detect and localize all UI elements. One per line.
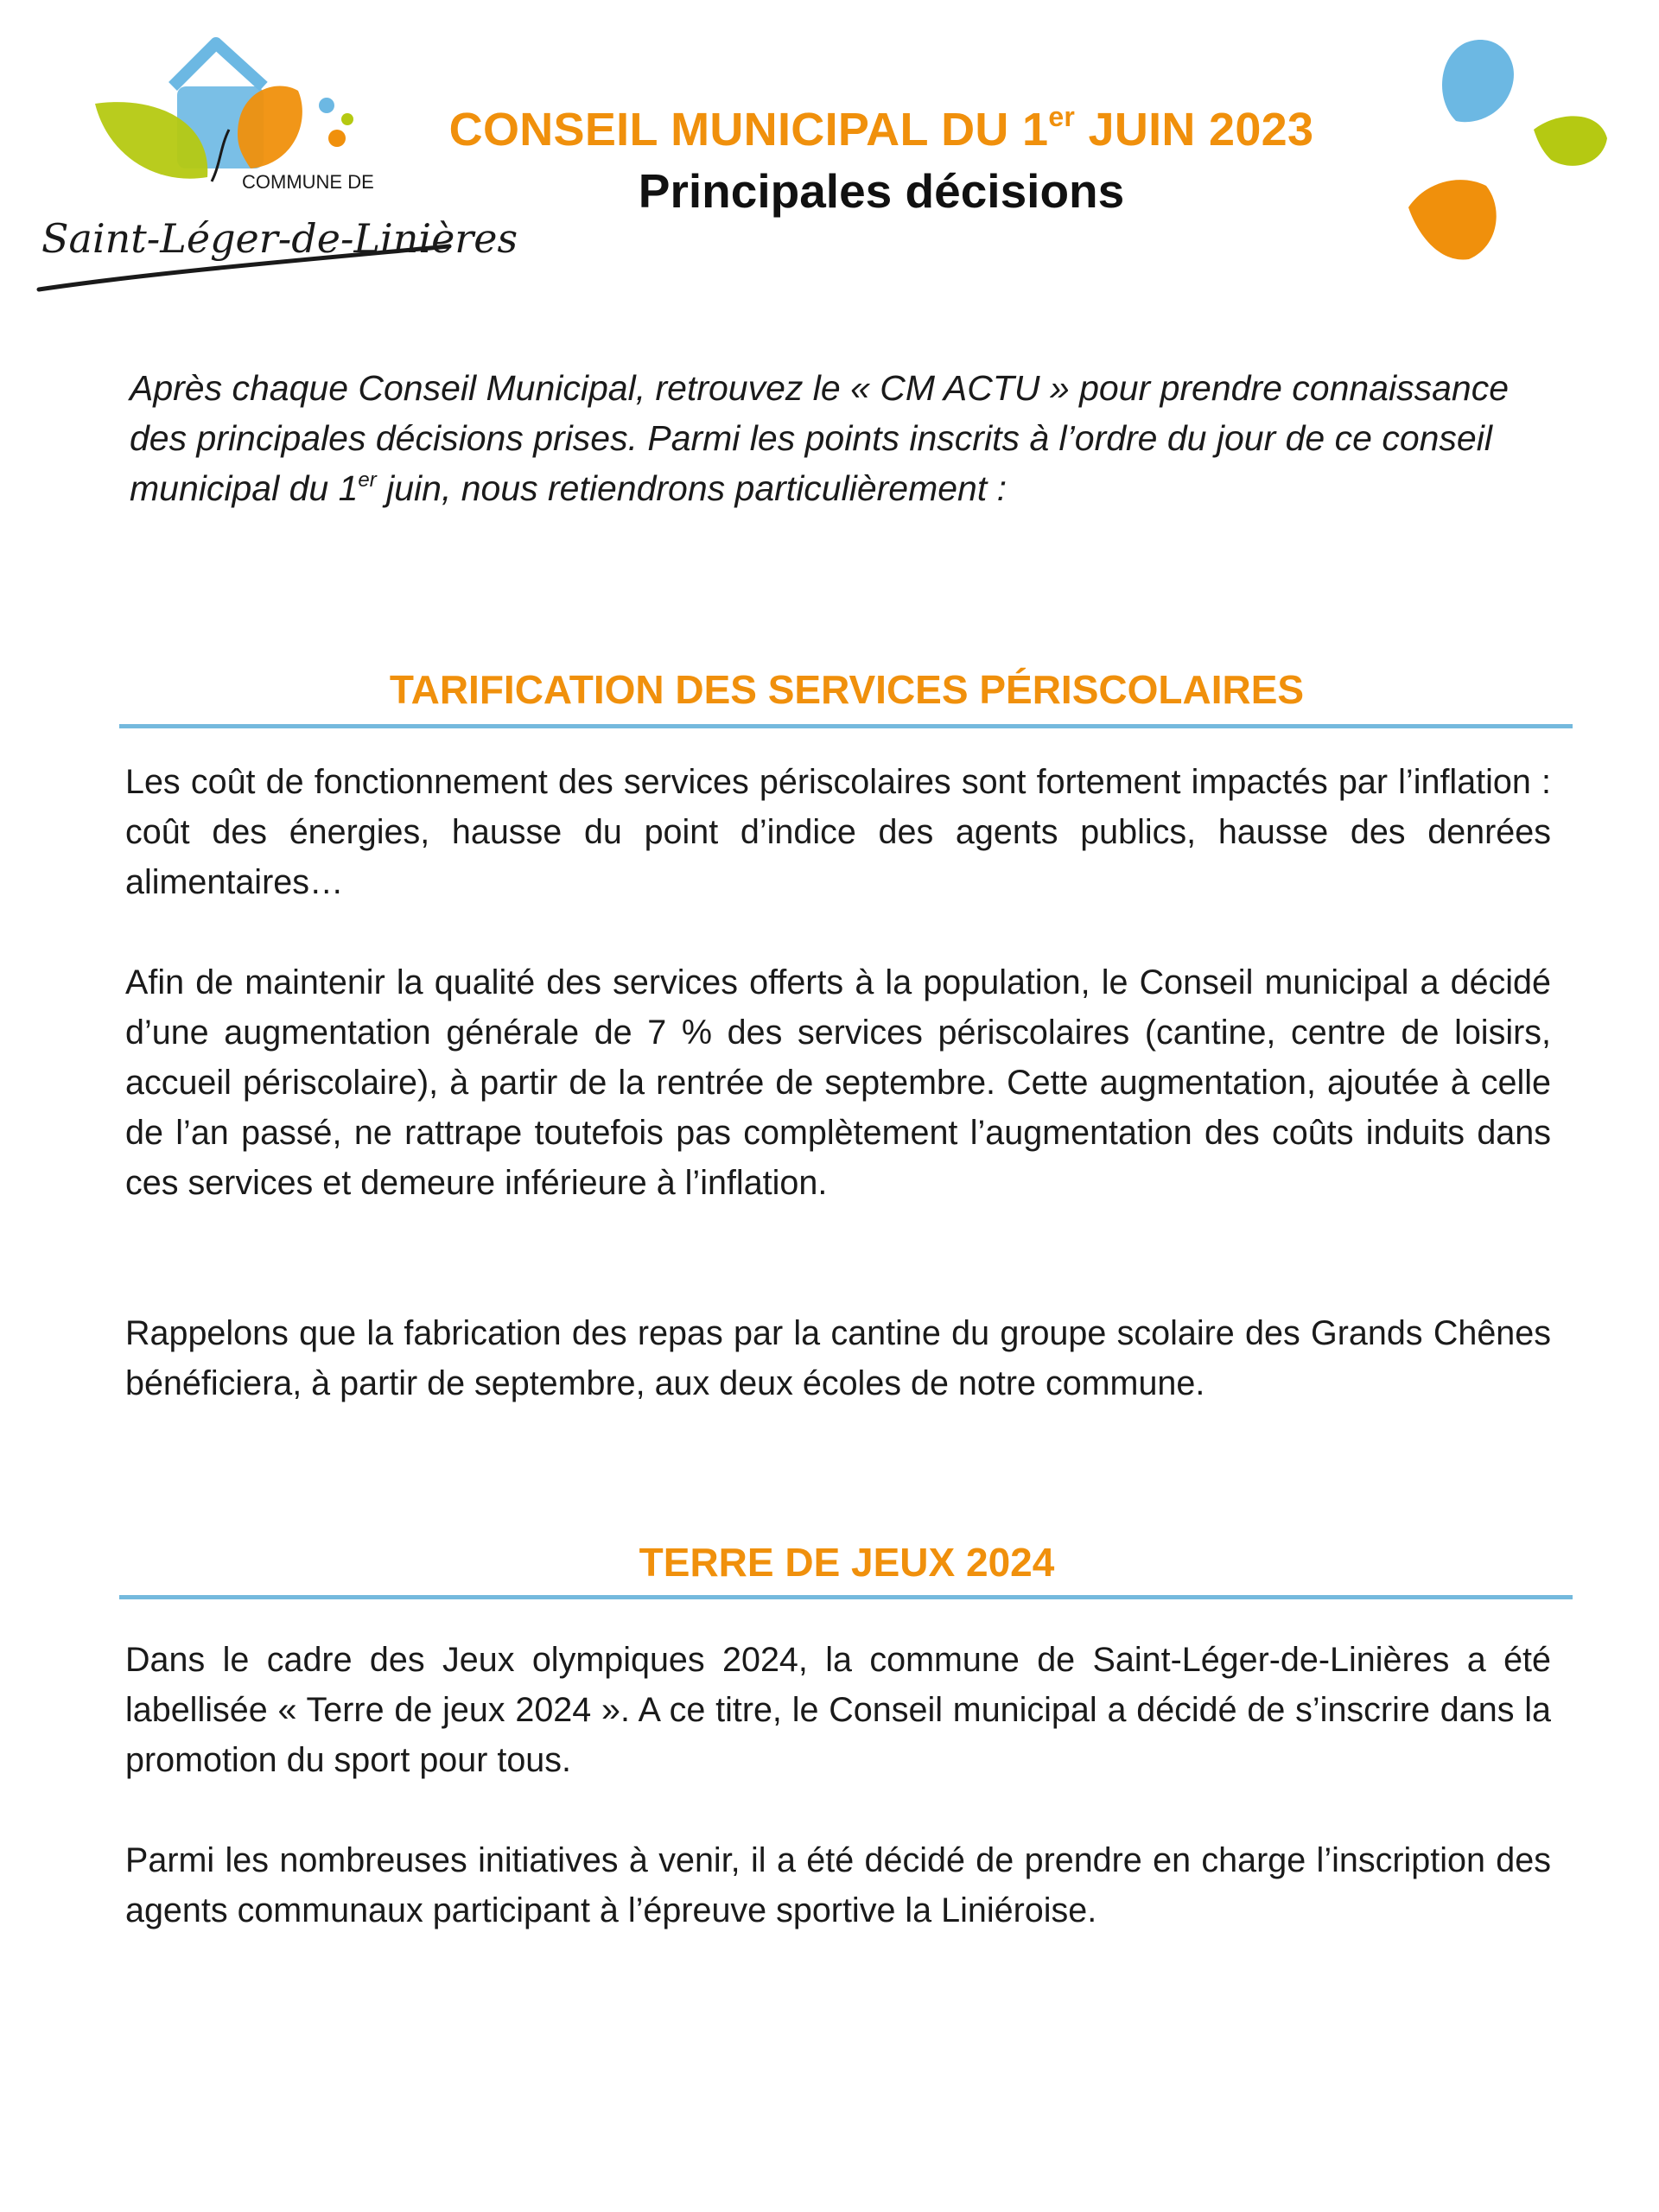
logo-commune-label: COMMUNE DE (242, 171, 374, 193)
orange-drop-icon (1408, 180, 1497, 259)
section-title-tarification: TARIFICATION DES SERVICES PÉRISCOLAIRES (389, 667, 1305, 712)
commune-logo-graphic (26, 26, 518, 302)
section-title-terre-de-jeux: TERRE DE JEUX 2024 (639, 1540, 1055, 1585)
decorative-drops (1400, 35, 1624, 276)
paragraph: Dans le cadre des Jeux olympiques 2024, la commune de Saint-Léger-de-Linières a été labellisée « Terre de jeux 2024 ». A ce titre, le Conseil municipal a décidé de s’inscrire dans la promotion du sport pour tous. (125, 1641, 1551, 1779)
page-title: CONSEIL MUNICIPAL DU 1er JUIN 2023 (448, 101, 1314, 156)
blue-drop-icon (1442, 40, 1514, 122)
paragraph: Parmi les nombreuses initiatives à venir, il a été décidé de prendre en charge l’inscription des agents communaux participant à l’épreuve sportive la Liniéroise. (125, 1841, 1551, 1929)
intro-text: Après chaque Conseil Municipal, retrouvez le « CM ACTU » pour prendre connaissance des principales décisions prises. Parmi les points inscrits à l’ordre du jour de ce conseil municipal du 1er juin, nous retiendrons particulièrement : (130, 368, 1509, 508)
page-subtitle: Principales décisions (638, 164, 1125, 218)
commune-logo (26, 26, 518, 302)
paragraph: Rappelons que la fabrication des repas par la cantine du groupe scolaire des Grands Chênes bénéficiera, à partir de septembre, aux deux écoles de notre commune. (125, 1314, 1551, 1402)
green-drop-icon (1534, 116, 1607, 166)
logo-commune-name: Saint-Léger-de-Linières (41, 215, 518, 262)
section-divider (119, 1595, 1573, 1599)
paragraph: Les coût de fonctionnement des services périscolaires sont fortement impactés par l’inflation : coût des énergies, hausse du point d’indice des agents publics, hausse des denrées alimentaires… (125, 763, 1551, 901)
section-divider (119, 724, 1573, 728)
paragraph: Afin de maintenir la qualité des services offerts à la population, le Conseil municipal a décidé d’une augmentation générale de 7 % des services périscolaires (cantine, centre de loisirs, accueil périscolaire), à partir de la rentrée de septembre. Cette augmentation, ajoutée à celle de l’an passé, ne rattrape toutefois pas complètement l’augmentation des coûts induits dans ces services et demeure inférieure à l’inflation. (125, 963, 1551, 1202)
header (415, 99, 1348, 222)
